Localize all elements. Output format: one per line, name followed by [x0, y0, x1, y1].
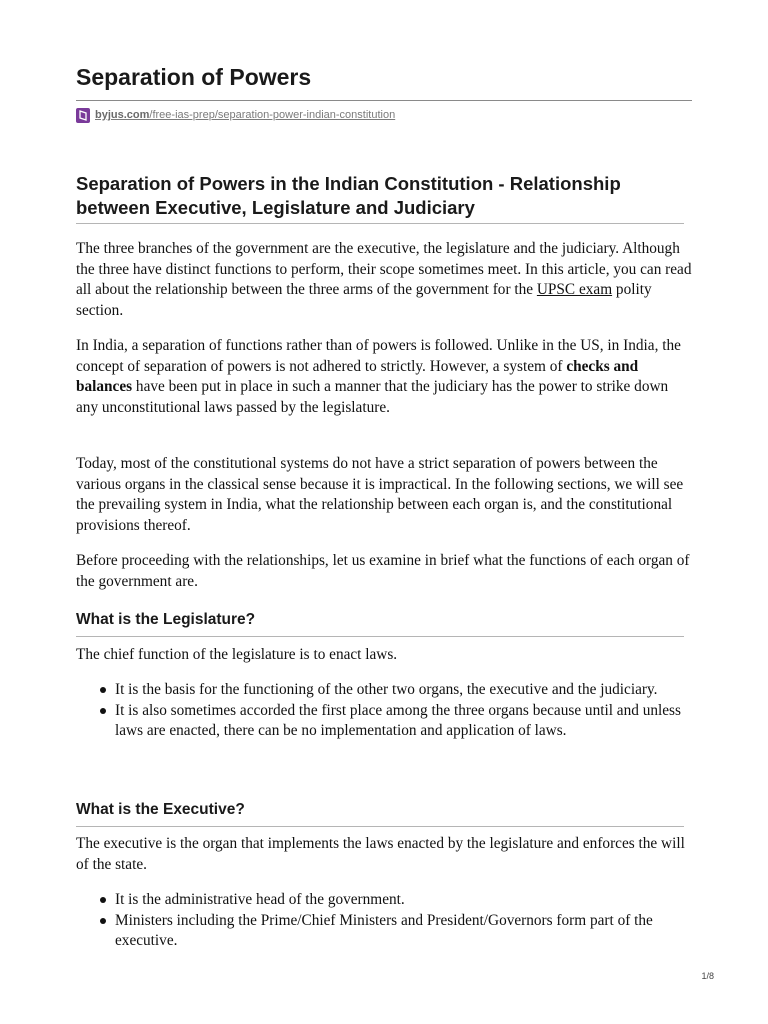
separation-paragraph [76, 336, 692, 418]
byjus-logo-icon [76, 108, 90, 123]
executive-heading: What is the Executive? [76, 801, 245, 818]
legislature-divider [76, 636, 684, 637]
separation-text-after: have been put in place in such a manner that the judiciary has the power to strike down any unconstitutional laws passed by the legislature. [76, 378, 669, 416]
separation-text-before: In India, a separation of functions rather than of powers is followed. Unlike in the US, in India, the concept of separation of powers is not adhered to strictly. However, a system of [76, 337, 681, 375]
article-heading-divider [76, 223, 684, 224]
executive-divider [76, 826, 684, 827]
title-divider [76, 100, 692, 101]
constitutional-systems-paragraph: Today, most of the constitutional systems do not have a strict separation of powers between the various organs in the classical sense because it is impractical. In the following sections, we will see the prevailing system in India, what the relationship between each organ is, and the constitutional provisions thereof. [76, 455, 684, 534]
executive-intro: The executive is the organ that implements the laws enacted by the legislature and enforces the will of the state. [76, 835, 685, 873]
list-item-text: It is the basis for the functioning of the other two organs, the executive and the judiciary. [115, 681, 658, 698]
article-heading: Separation of Powers in the Indian Constitution - Relationship between Executive, Legislature and Judiciary [76, 173, 621, 218]
list-item [76, 680, 692, 701]
bullet-icon [100, 708, 106, 714]
legislature-heading: What is the Legislature? [76, 611, 256, 628]
source-link[interactable] [95, 109, 395, 121]
executive-list [76, 890, 692, 952]
source-line [76, 106, 395, 124]
legislature-list [76, 680, 692, 742]
bullet-icon [100, 897, 106, 903]
source-path: /free-ias-prep/separation-power-indian-constitution [149, 109, 396, 121]
intro-text-before: The three branches of the government are the executive, the legislature and the judiciary. Although the three have distinct functions to perform, their scope sometimes meet. In this article, you can read all about the relationship between the three arms of the government for the [76, 240, 692, 299]
page-title: Separation of Powers [76, 64, 312, 90]
bullet-icon [100, 918, 106, 924]
source-domain: byjus.com [95, 109, 150, 121]
legislature-intro: The chief function of the legislature is to enact laws. [76, 646, 398, 663]
before-proceeding-paragraph: Before proceeding with the relationships, let us examine in brief what the functions of each organ of the government are. [76, 552, 690, 590]
checks-balances-text: checks and balances [76, 357, 639, 396]
page-number: 1/8 [701, 971, 714, 981]
intro-text-after: polity section. [76, 281, 652, 319]
list-item [76, 911, 692, 952]
upsc-exam-link[interactable]: UPSC exam [536, 281, 613, 299]
list-item-text: It is the administrative head of the government. [115, 891, 405, 908]
list-item-text: Ministers including the Prime/Chief Ministers and President/Governors form part of the executive. [115, 911, 653, 950]
list-item [76, 890, 692, 911]
bullet-icon [100, 687, 106, 693]
list-item [76, 701, 692, 742]
list-item-text: It is also sometimes accorded the first place among the three organs because until and unless laws are enacted, there can be no implementation and application of laws. [115, 701, 681, 740]
intro-paragraph [76, 239, 692, 321]
